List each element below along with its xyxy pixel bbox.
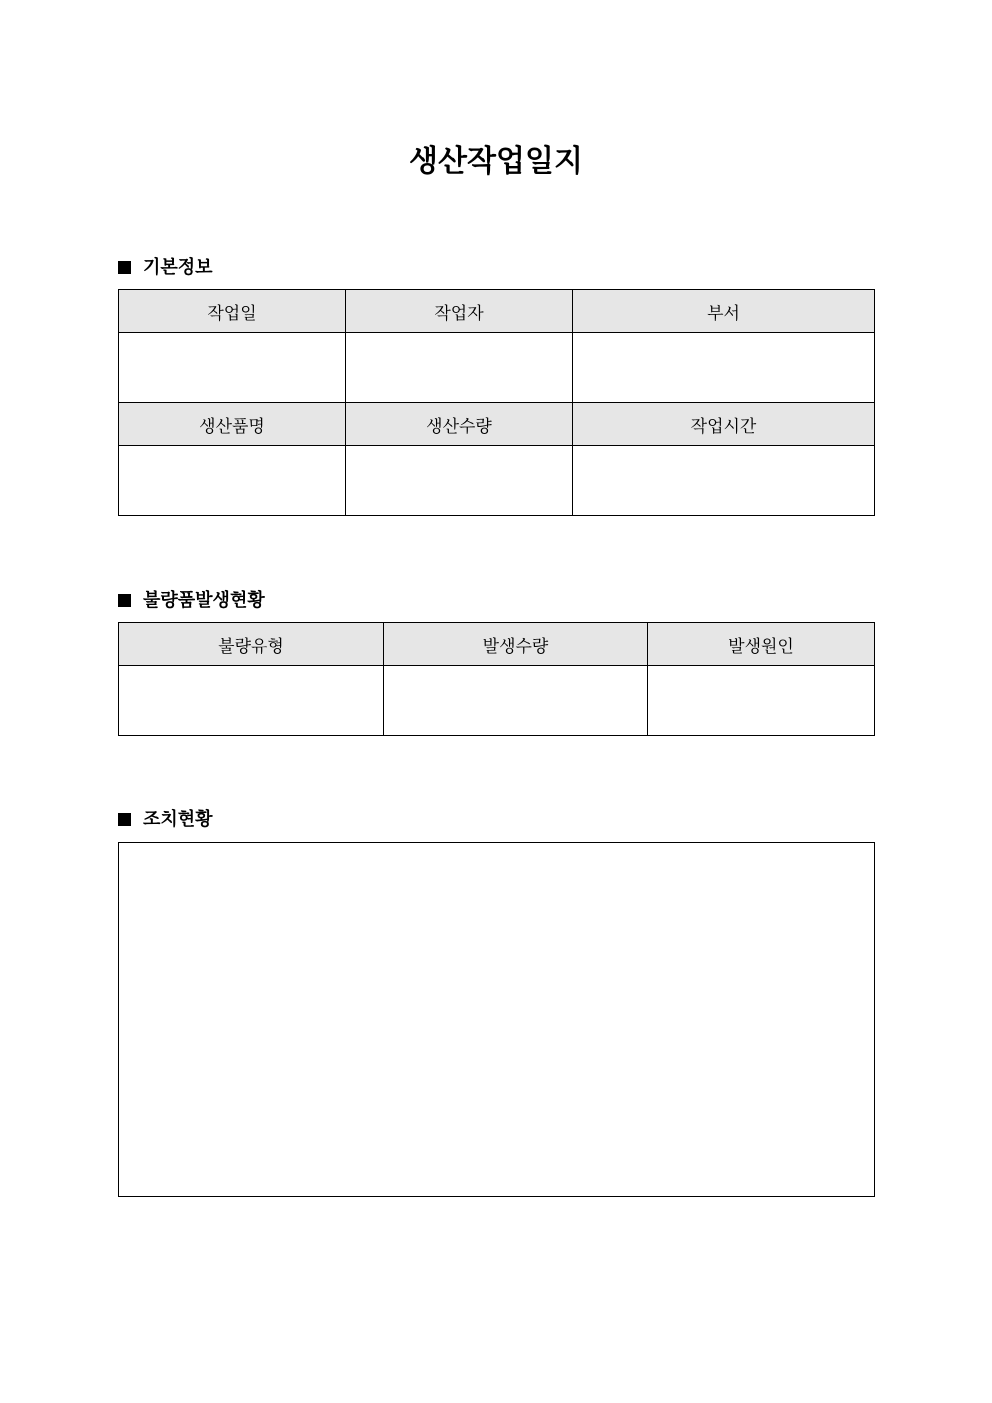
- header-cell: 생산수량: [346, 403, 573, 446]
- header-cell: 부서: [573, 290, 875, 333]
- header-cell: 작업시간: [573, 403, 875, 446]
- input-cell[interactable]: [119, 446, 346, 516]
- square-bullet-icon: [118, 261, 131, 274]
- section-defect-heading: [118, 586, 265, 612]
- header-cell: 발생원인: [648, 623, 875, 666]
- input-cell[interactable]: [573, 446, 875, 516]
- input-cell[interactable]: [119, 666, 384, 736]
- defect-table: [118, 622, 875, 736]
- document-title: 생산작업일지: [409, 144, 583, 179]
- input-cell[interactable]: [573, 333, 875, 403]
- section-label: 불량품발생현황: [143, 590, 265, 611]
- input-cell[interactable]: [384, 666, 648, 736]
- square-bullet-icon: [118, 813, 131, 826]
- header-cell: 불량유형: [119, 623, 384, 666]
- header-cell: 발생수량: [384, 623, 648, 666]
- input-cell[interactable]: [346, 333, 573, 403]
- section-label: 기본정보: [143, 257, 213, 278]
- square-bullet-icon: [118, 594, 131, 607]
- action-status-box[interactable]: [118, 842, 875, 1197]
- section-basic-heading: [118, 253, 213, 279]
- header-cell: 작업자: [346, 290, 573, 333]
- header-cell: 생산품명: [119, 403, 346, 446]
- basic-info-table: [118, 289, 875, 516]
- input-cell[interactable]: [648, 666, 875, 736]
- input-cell[interactable]: [119, 333, 346, 403]
- section-label: 조치현황: [143, 809, 213, 830]
- section-action-heading: [118, 805, 213, 831]
- header-cell: 작업일: [119, 290, 346, 333]
- input-cell[interactable]: [346, 446, 573, 516]
